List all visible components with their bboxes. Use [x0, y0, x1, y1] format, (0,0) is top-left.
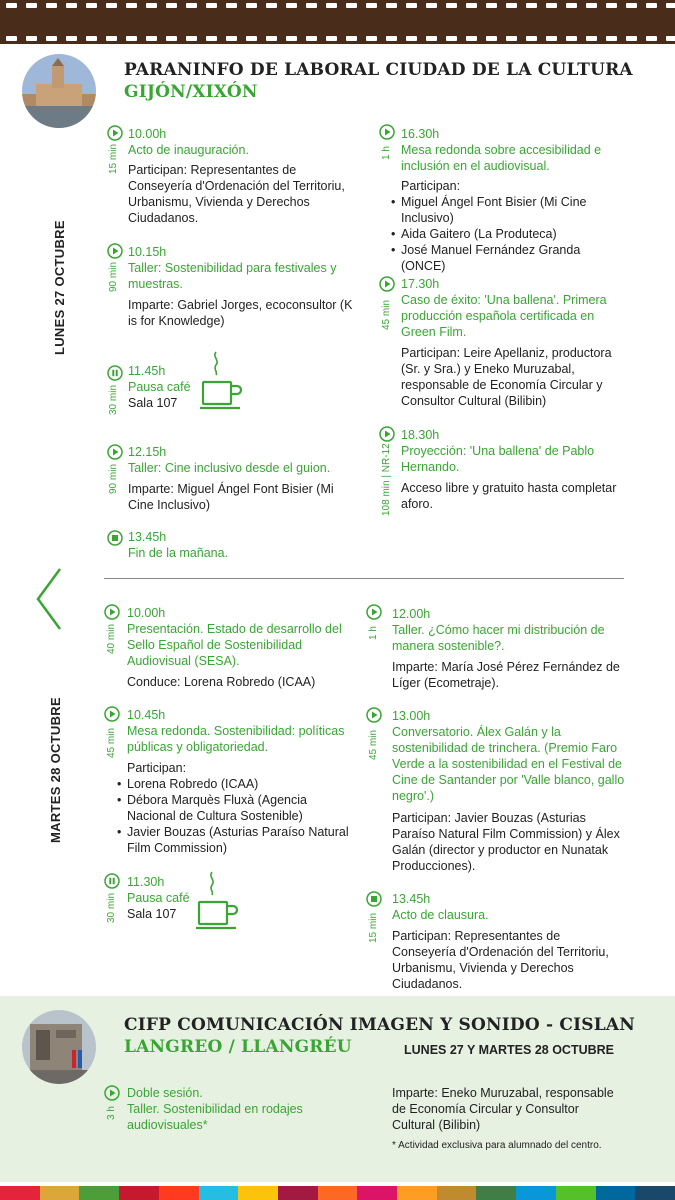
cislan-title: CIFP COMUNICACIÓN IMAGEN Y SONIDO - CISLAN: [124, 1015, 636, 1035]
film-hole: [606, 36, 617, 41]
play-icon: [107, 243, 123, 259]
event-title: Proyección: 'Una ballena' de Pablo Hernando.: [401, 444, 595, 474]
film-hole: [626, 36, 637, 41]
color-bar-segment: [476, 1186, 516, 1200]
list-item: • Lorena Robredo (ICAA): [117, 776, 357, 792]
film-hole: [346, 36, 357, 41]
event-duration: 40 min: [106, 623, 117, 654]
film-hole: [646, 36, 657, 41]
color-bar-segment: [556, 1186, 596, 1200]
event-time: 10.45h: [127, 708, 166, 722]
event-duration: 45 min: [106, 727, 117, 758]
color-bar-segment: [40, 1186, 80, 1200]
event-detail: Participan: Javier Bouzas (Asturias Paraíso Natural Film Commission) y Álex Galán (director y productor en Nunatak Producciones).: [392, 811, 620, 873]
event-title: Mesa redonda sobre accesibilidad e inclusión en el audiovisual.: [401, 143, 602, 173]
film-hole: [6, 3, 17, 8]
play-icon: [107, 125, 123, 141]
event-detail: Sala 107: [127, 907, 177, 921]
event-time: 13.45h: [392, 892, 431, 906]
film-hole: [326, 36, 337, 41]
event-title: Fin de la mañana.: [128, 546, 229, 560]
event-detail: Conduce: Lorena Robredo (ICAA): [127, 675, 316, 689]
list-item: • Aida Gaitero (La Produteca): [391, 226, 626, 242]
film-hole: [86, 3, 97, 8]
cislan-note: * Actividad exclusiva para alumnado del centro.: [392, 1140, 602, 1151]
event-time: 10.00h: [128, 127, 167, 141]
film-hole: [466, 36, 477, 41]
play-icon: [104, 706, 120, 722]
film-hole: [266, 3, 277, 8]
play-icon: [366, 604, 382, 620]
film-hole: [446, 36, 457, 41]
event-duration: 108 min | NR-12: [381, 443, 392, 516]
play-icon: [104, 1085, 120, 1101]
film-hole: [466, 3, 477, 8]
event-title: Acto de inauguración.: [128, 143, 249, 157]
event-time: 11.45h: [128, 364, 166, 378]
laboral-subtitle: GIJÓN/XIXÓN: [124, 82, 258, 102]
film-hole: [486, 36, 497, 41]
play-icon: [379, 124, 395, 140]
film-hole: [566, 36, 577, 41]
film-hole: [366, 3, 377, 8]
event-title: Taller. ¿Cómo hacer mi distribución de manera sostenible?.: [392, 623, 605, 653]
film-hole: [46, 36, 57, 41]
event-title: Taller: Cine inclusivo desde el guion.: [128, 461, 331, 475]
day1-label: LUNES 27 OCTUBRE: [52, 220, 67, 355]
film-hole: [526, 3, 537, 8]
event-detail: Sala 107: [128, 396, 178, 410]
film-hole: [426, 3, 437, 8]
film-hole: [286, 3, 297, 8]
laboral-photo: [22, 54, 96, 128]
film-hole: [326, 3, 337, 8]
film-hole: [226, 3, 237, 8]
film-hole: [486, 3, 497, 8]
film-hole: [126, 36, 137, 41]
film-hole: [206, 3, 217, 8]
film-hole: [406, 36, 417, 41]
film-hole: [606, 3, 617, 8]
film-hole: [26, 3, 37, 8]
event-title: Taller: Sostenibilidad para festivales y muestras.: [128, 261, 337, 291]
event-duration: 1 h: [368, 626, 379, 640]
film-hole: [286, 36, 297, 41]
event-duration: 15 min: [368, 912, 379, 943]
event-duration: 30 min: [106, 892, 117, 923]
event-time: 10.00h: [127, 606, 166, 620]
color-bar-segment: [357, 1186, 397, 1200]
event-title: Mesa redonda. Sostenibilidad: políticas públicas y obligatoriedad.: [127, 724, 345, 754]
event-time: 17.30h: [401, 277, 440, 291]
color-bar-segment: [516, 1186, 556, 1200]
event-time: 13.45h: [128, 530, 167, 544]
color-bar-segment: [0, 1186, 40, 1200]
film-hole: [546, 3, 557, 8]
film-hole: [166, 3, 177, 8]
participants-list: [391, 194, 626, 274]
play-icon: [379, 276, 395, 292]
film-hole: [66, 36, 77, 41]
film-hole: [406, 3, 417, 8]
event-detail: Participan: Representantes de Conseyería d'Ordenación del Territoriu, Urbanismu, Vivienda y Derechos Ciudadanos.: [392, 929, 609, 991]
film-hole: [366, 36, 377, 41]
event-duration: 3 h: [106, 1106, 117, 1120]
film-hole: [106, 36, 117, 41]
film-hole: [306, 36, 317, 41]
event-detail: Participan: Leire Apellaniz, productora (Sr. y Sra.) y Eneko Muruzabal, responsable de Economía Circular y Consultor Cultural (Bilibin): [401, 346, 612, 408]
film-hole: [6, 36, 17, 41]
pause-icon: [107, 365, 123, 381]
film-hole: [346, 3, 357, 8]
film-hole: [26, 36, 37, 41]
cislan-line2: Taller. Sostenibilidad en rodajes audiovisuales*: [127, 1102, 303, 1132]
film-hole: [506, 3, 517, 8]
day-divider: [104, 578, 624, 579]
play-icon: [107, 444, 123, 460]
film-hole: [266, 36, 277, 41]
pause-icon: [104, 873, 120, 889]
stop-icon: [107, 530, 123, 546]
play-icon: [366, 707, 382, 723]
chevron-left-icon[interactable]: [34, 566, 64, 632]
event-detail: Imparte: María José Pérez Fernández de Líger (Ecometraje).: [392, 660, 620, 690]
event-detail: Participan:: [401, 179, 461, 193]
participants-list: [117, 776, 357, 856]
coffee-cup-icon: [198, 348, 246, 412]
event-detail: Imparte: Miguel Ángel Font Bisier (Mi Cine Inclusivo): [128, 482, 334, 512]
film-hole: [106, 3, 117, 8]
event-detail: Participan: Representantes de Conseyería d'Ordenación del Territoriu, Urbanismu, Vivienda y Derechos Ciudadanos.: [128, 163, 345, 225]
cislan-photo: [22, 1010, 96, 1084]
cislan-detail: Imparte: Eneko Muruzabal, responsable de Economía Circular y Consultor Cultural (Bilibin): [392, 1086, 614, 1132]
color-bar-segment: [159, 1186, 199, 1200]
color-bar-segment: [397, 1186, 437, 1200]
play-icon: [104, 604, 120, 620]
color-bar-segment: [79, 1186, 119, 1200]
film-hole: [186, 36, 197, 41]
list-item: • Miguel Ángel Font Bisier (Mi Cine Inclusivo): [391, 194, 626, 226]
event-detail: Acceso libre y gratuito hasta completar aforo.: [401, 481, 617, 511]
film-hole: [66, 3, 77, 8]
film-hole: [426, 36, 437, 41]
film-hole: [166, 36, 177, 41]
film-hole: [146, 36, 157, 41]
film-hole: [126, 3, 137, 8]
film-hole: [586, 3, 597, 8]
color-bar-segment: [437, 1186, 477, 1200]
coffee-cup-icon: [194, 868, 242, 932]
stop-icon: [366, 891, 382, 907]
list-item: • Javier Bouzas (Asturias Paraíso Natural Film Commission): [117, 824, 357, 856]
film-hole: [666, 36, 675, 41]
event-time: 12.00h: [392, 607, 431, 621]
event-duration: 45 min: [381, 299, 392, 330]
film-hole: [246, 3, 257, 8]
film-hole: [246, 36, 257, 41]
film-strip-header: [0, 0, 675, 44]
event-detail: Imparte: Gabriel Jorges, ecoconsultor (K is for Knowledge): [128, 298, 353, 328]
film-hole: [386, 3, 397, 8]
event-duration: 90 min: [108, 463, 119, 494]
list-item: • Débora Marquès Fluxà (Agencia Nacional de Cultura Sostenible): [117, 792, 357, 824]
film-hole: [546, 36, 557, 41]
film-hole: [186, 3, 197, 8]
color-bar-segment: [318, 1186, 358, 1200]
day2-label: MARTES 28 OCTUBRE: [48, 697, 63, 843]
film-hole: [86, 36, 97, 41]
list-item: • José Manuel Fernández Granda (ONCE): [391, 242, 626, 274]
event-duration: 15 min: [108, 143, 119, 174]
cislan-line1: Doble sesión.: [127, 1086, 203, 1100]
event-time: 11.30h: [127, 875, 165, 889]
event-duration: 30 min: [108, 384, 119, 415]
event-title: Pausa café: [128, 380, 191, 394]
film-hole: [306, 3, 317, 8]
event-time: 13.00h: [392, 709, 431, 723]
film-hole: [586, 36, 597, 41]
event-time: 18.30h: [401, 428, 440, 442]
film-hole: [386, 36, 397, 41]
color-bar-segment: [596, 1186, 636, 1200]
color-bar-segment: [238, 1186, 278, 1200]
cislan-subtitle: LANGREO / LLANGRÉU: [124, 1037, 352, 1057]
color-bar-segment: [199, 1186, 239, 1200]
event-title: Presentación. Estado de desarrollo del Sello Español de Sostenibilidad Audiovisual (SESA).: [127, 622, 342, 668]
event-time: 12.15h: [128, 445, 167, 459]
cislan-dates: LUNES 27 Y MARTES 28 OCTUBRE: [404, 1043, 615, 1057]
color-bar-segment: [278, 1186, 318, 1200]
film-hole: [506, 36, 517, 41]
film-hole: [206, 36, 217, 41]
color-bar-segment: [635, 1186, 675, 1200]
film-hole: [566, 3, 577, 8]
film-hole: [446, 3, 457, 8]
film-hole: [46, 3, 57, 8]
film-hole: [626, 3, 637, 8]
event-title: Pausa café: [127, 891, 190, 905]
event-duration: 45 min: [368, 729, 379, 760]
laboral-title: PARANINFO DE LABORAL CIUDAD DE LA CULTURA: [124, 60, 633, 80]
play-icon: [379, 426, 395, 442]
event-title: Caso de éxito: 'Una ballena'. Primera producción española certificada en Green Film.: [401, 293, 607, 339]
film-hole: [666, 3, 675, 8]
film-hole: [526, 36, 537, 41]
color-bar-segment: [119, 1186, 159, 1200]
film-hole: [226, 36, 237, 41]
film-hole: [646, 3, 657, 8]
event-time: 10.15h: [128, 245, 167, 259]
event-duration: 90 min: [108, 261, 119, 292]
event-title: Conversatorio. Álex Galán y la sostenibilidad de trinchera. (Premio Faro Verde a la sostenibilidad en el Festival de Cine de Santander por 'Valle blanco, gallo negro'.): [392, 725, 625, 803]
event-title: Acto de clausura.: [392, 908, 489, 922]
event-time: 16.30h: [401, 127, 440, 141]
film-hole: [146, 3, 157, 8]
event-duration: 1 h: [381, 146, 392, 160]
event-detail: Participan:: [127, 761, 187, 775]
